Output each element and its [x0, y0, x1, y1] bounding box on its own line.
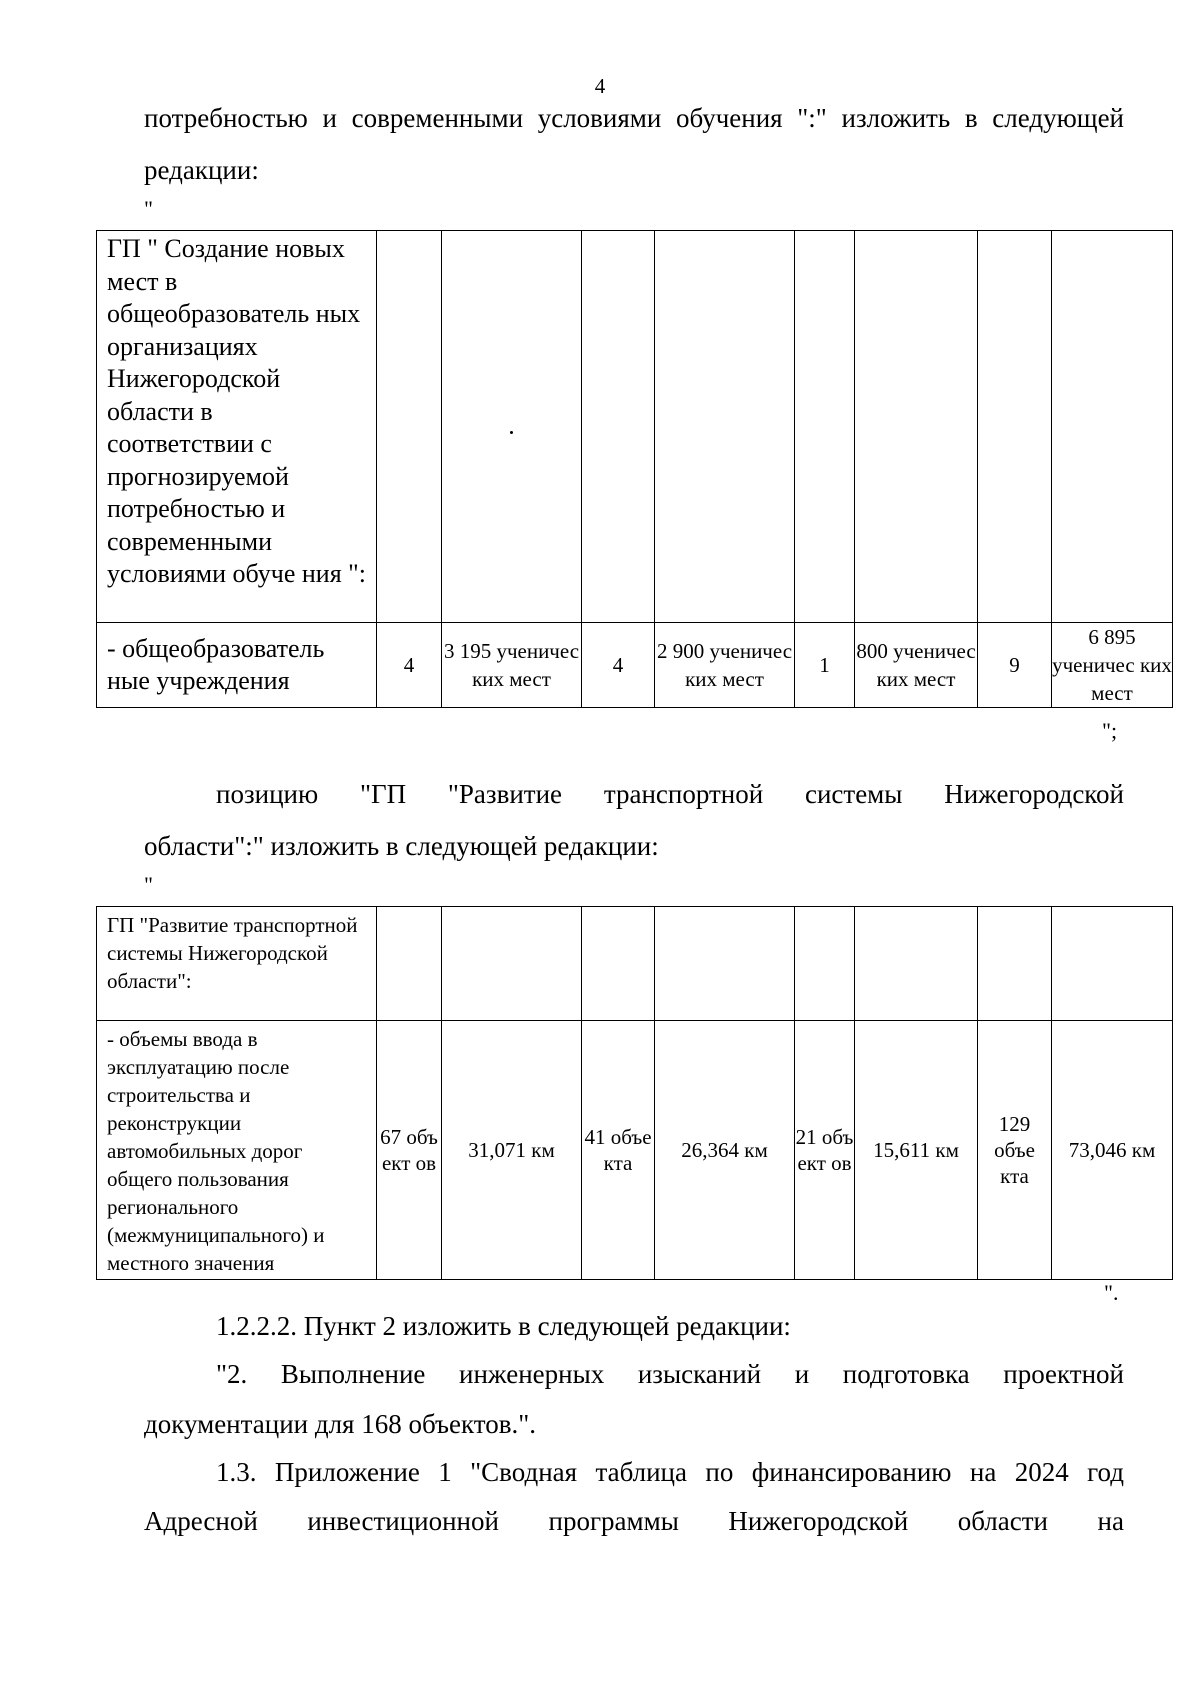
clause-1-2-2-2: 1.2.2.2. Пункт 2 изложить в следующей редакции: [216, 1311, 791, 1341]
table-cell: 2 900 ученичес ких мест [655, 623, 795, 708]
clause-2-line-2: документации для 168 объектов.". [144, 1409, 536, 1439]
row-label: - общеобразователь ные учреждения [97, 623, 377, 708]
table-cell: 15,611 км [855, 1021, 978, 1280]
table-cell: 21 объ ект ов [795, 1021, 855, 1280]
intro-line-2: редакции: [144, 155, 259, 185]
table-header-row [97, 231, 1173, 623]
table-cell: 67 объ ект ов [377, 1021, 442, 1280]
intro-line-1: потребностью и современными условиями обучения ":" изложить в следующей [144, 103, 1124, 133]
table-row [97, 623, 1173, 708]
table-cell: 41 объе кта [582, 1021, 655, 1280]
clause-2-line-1: "2. Выполнение инженерных изысканий и подготовка проектной [216, 1359, 1124, 1389]
table-cell: 3 195 ученичес ких мест [442, 623, 582, 708]
position-para-line-2: области":" изложить в следующей редакции: [144, 831, 659, 861]
table-cell: 800 ученичес ких мест [855, 623, 978, 708]
position-para-line-1: позицию "ГП "Развитие транспортной системы Нижегородской [216, 779, 1124, 809]
table-cell: 4 [377, 623, 442, 708]
table-cell: 6 895 ученичес ких мест [1052, 623, 1173, 708]
table-cell: 129 объе кта [978, 1021, 1052, 1280]
clause-1-3-line-1: 1.3. Приложение 1 "Сводная таблица по финансированию на 2024 год [216, 1457, 1124, 1487]
close-quote-1: "; [1102, 718, 1118, 743]
table-header-row [97, 907, 1173, 1021]
table-cell: 1 [795, 623, 855, 708]
table-cell: 31,071 км [442, 1021, 582, 1280]
table-row [97, 1021, 1173, 1280]
program-label: ГП " Создание новых мест в общеобразователь ных организациях Нижегородской области в соответствии с прогнозируемой потребностью и современными условиями обуче ния ": [97, 231, 377, 623]
table-transport-system [96, 906, 1173, 1280]
open-quote-2: " [144, 872, 153, 897]
clause-1-3-line-2: Адресной инвестиционной программы Нижегородской области на [144, 1506, 1124, 1536]
row-label: - объемы ввода в эксплуатацию после строительства и реконструкции автомобильных дорог общего пользования регионального (межмуниципального) и местного значения [97, 1021, 377, 1280]
table-cell: 26,364 км [655, 1021, 795, 1280]
table-cell: 73,046 км [1052, 1021, 1173, 1280]
table-cell: 4 [582, 623, 655, 708]
dot-mark [510, 431, 513, 434]
page-number: 4 [594, 74, 606, 98]
open-quote-1: " [144, 196, 153, 221]
table-new-school-places [96, 230, 1173, 708]
program-label: ГП "Развитие транспортной системы Нижегородской области": [97, 907, 377, 1021]
close-quote-2: ". [1104, 1280, 1119, 1305]
table-cell: 9 [978, 623, 1052, 708]
